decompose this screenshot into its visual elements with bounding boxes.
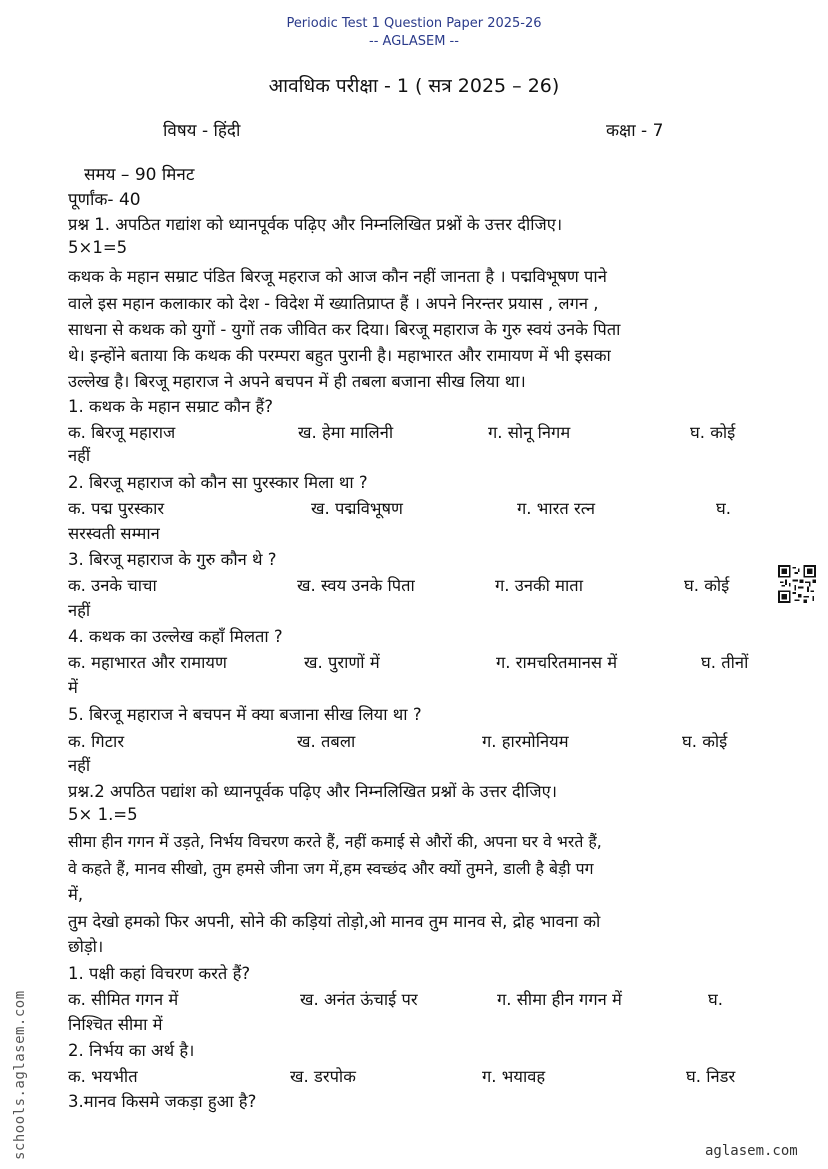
option-d: घ. कोई <box>690 423 736 442</box>
passage-line: उल्लेख है। बिरजू महाराज ने अपने बचपन में ही तबला बजाना सीख लिया था। <box>68 372 526 391</box>
poem-line: सीमा हीन गगन में उड़ते, निर्भय विचरण करते हैं, नहीं कमाई से औरों की, अपना घर वे भरते हैं, <box>68 832 602 851</box>
option-b: ख. डरपोक <box>290 1067 356 1086</box>
option-d-wrap: नहीं <box>68 756 91 775</box>
option-a: क. गिटार <box>68 732 125 751</box>
option-c: ग. भारत रत्न <box>517 499 596 518</box>
option-b: ख. तबला <box>297 732 356 751</box>
option-d-wrap: में <box>68 678 78 697</box>
option-a: क. उनके चाचा <box>68 576 157 595</box>
passage-line: वाले इस महान कलाकार को देश - विदेश में ख्यातिप्राप्त हैं । अपने निरन्तर प्रयास , लगन , <box>68 294 599 313</box>
question-text: 1. कथक के महान सम्राट कौन हैं? <box>68 397 274 416</box>
option-d: घ. निडर <box>686 1067 736 1086</box>
option-d-wrap: नहीं <box>68 601 91 620</box>
option-a: क. पद्म पुरस्कार <box>68 499 165 518</box>
poem-line: वे कहते हैं, मानव सीखो, तुम हमसे जीना जग में,हम स्वच्छंद और क्यों तुमने, डाली है बेड़ी पग <box>68 859 594 878</box>
q2-heading: प्रश्न.2 अपठित पद्यांश को ध्यानपूर्वक पढ़िए और निम्नलिखित प्रश्नों के उत्तर दीजिए। <box>68 782 557 801</box>
q1-heading: प्रश्न 1. अपठित गद्यांश को ध्यानपूर्वक पढ़िए और निम्नलिखित प्रश्नों के उत्तर दीजिए। <box>68 215 563 234</box>
question-text: 2. निर्भय का अर्थ है। <box>68 1041 195 1060</box>
option-c: ग. रामचरितमानस में <box>496 653 618 672</box>
q1-marks: 5×1=5 <box>68 238 128 257</box>
option-d: घ. <box>708 990 723 1009</box>
poem-line: में, <box>68 885 84 904</box>
option-a: क. बिरजू महाराज <box>68 423 176 442</box>
footer-watermark: aglasem.com <box>705 1143 798 1159</box>
header-brand: -- AGLASEM -- <box>369 34 459 49</box>
option-d: घ. <box>716 499 731 518</box>
header-title: Periodic Test 1 Question Paper 2025-26 <box>286 16 542 31</box>
question-text: 1. पक्षी कहां विचरण करते हैं? <box>68 964 251 983</box>
question-text: 4. कथक का उल्लेख कहाँ मिलता ? <box>68 627 283 646</box>
passage-line: थे। इन्होंने बताया कि कथक की परम्परा बहुत पुरानी है। महाभारत और रामायण में भी इसका <box>68 346 611 365</box>
option-d: घ. तीनों <box>701 653 749 672</box>
option-b: ख. स्वय उनके पिता <box>297 576 415 595</box>
option-c: ग. भयावह <box>482 1067 546 1086</box>
passage-line: साधना से कथक को युगों - युगों तक जीवित कर दिया। बिरजू महाराज के गुरु स्वयं उनके पिता <box>68 320 621 339</box>
question-text: 5. बिरजू महाराज ने बचपन में क्या बजाना सीख लिया था ? <box>68 705 422 724</box>
max-marks-label: पूर्णांक- 40 <box>68 190 141 210</box>
option-b: ख. हेमा मालिनी <box>298 423 394 442</box>
poem-line: छोड़ो। <box>68 937 104 956</box>
option-d: घ. कोई <box>684 576 730 595</box>
poem-line: तुम देखो हमको फिर अपनी, सोने की कड़ियां तोड़ो,ओ मानव तुम मानव से, द्रोह भावना को <box>68 912 601 931</box>
option-c: ग. सीमा हीन गगन में <box>497 990 622 1009</box>
option-d: घ. कोई <box>682 732 728 751</box>
time-label: समय – 90 मिनट <box>84 165 195 185</box>
qr-code-icon <box>778 565 816 603</box>
option-c: ग. उनकी माता <box>495 576 583 595</box>
side-watermark: schools.aglasem.com <box>12 990 28 1160</box>
question-text: 3. बिरजू महाराज के गुरु कौन थे ? <box>68 550 277 569</box>
question-text: 2. बिरजू महाराज को कौन सा पुरस्कार मिला था ? <box>68 473 368 492</box>
option-b: ख. पुराणों में <box>304 653 380 672</box>
option-a: क. सीमित गगन में <box>68 990 179 1009</box>
class-label: कक्षा - 7 <box>606 121 664 141</box>
option-b: ख. पद्मविभूषण <box>311 499 403 518</box>
option-c: ग. सोनू निगम <box>488 423 571 442</box>
subject-label: विषय - हिंदी <box>163 121 241 141</box>
option-d-wrap: सरस्वती सम्मान <box>68 524 160 543</box>
option-a: क. महाभारत और रामायण <box>68 653 227 672</box>
question-text: 3.मानव किसमे जकड़ा हुआ है? <box>68 1092 257 1111</box>
option-b: ख. अनंत ऊंचाई पर <box>300 990 418 1009</box>
option-d-wrap: निश्चित सीमा में <box>68 1015 163 1034</box>
q2-marks: 5× 1.=5 <box>68 805 138 824</box>
passage-line: कथक के महान सम्राट पंडित बिरजू महराज को आज कौन नहीं जानता है । पद्मविभूषण पाने <box>68 267 607 286</box>
option-c: ग. हारमोनियम <box>482 732 569 751</box>
option-d-wrap: नहीं <box>68 446 91 465</box>
exam-title: आवधिक परीक्षा - 1 ( सत्र 2025 – 26) <box>268 75 560 97</box>
option-a: क. भयभीत <box>68 1067 138 1086</box>
